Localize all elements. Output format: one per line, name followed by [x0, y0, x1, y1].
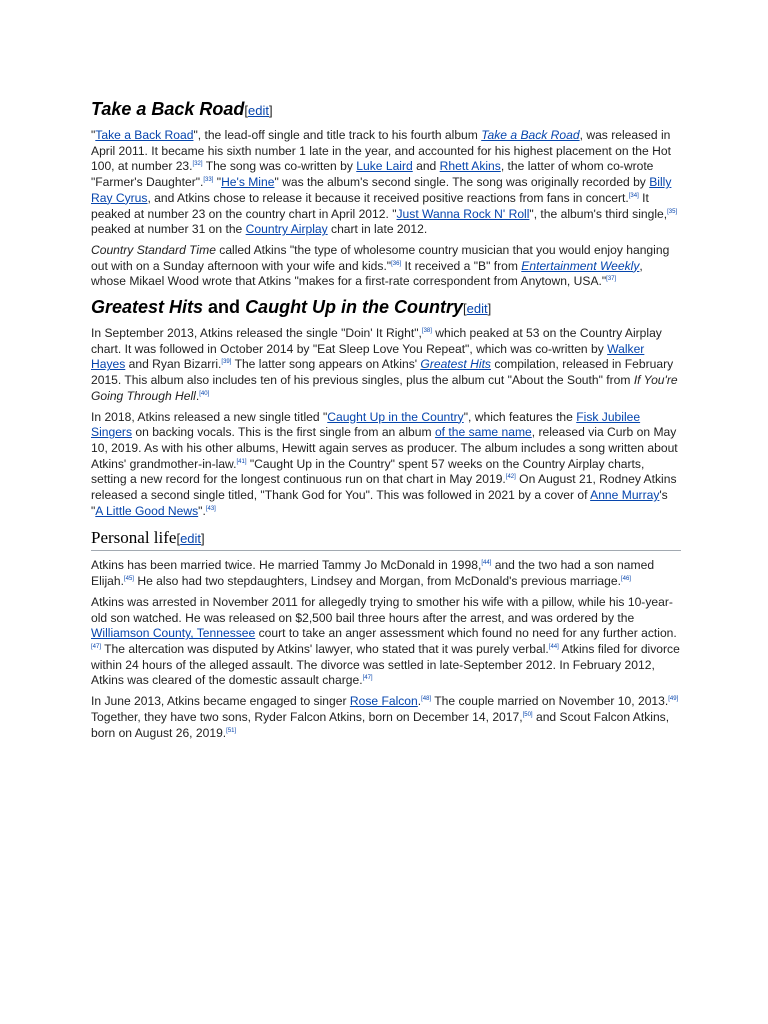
edit-section-link-wrapper: [edit] [244, 103, 273, 118]
edit-link[interactable]: edit [180, 531, 202, 547]
link-williamson-county-tennessee[interactable]: Williamson County, Tennessee [91, 626, 256, 641]
link-billy-ray-cyrus[interactable]: Billy Ray Cyrus [91, 175, 672, 205]
link-caught-up-in-the-country[interactable]: Caught Up in the Country [327, 409, 464, 424]
section-heading-take-a-back-road [91, 98, 681, 122]
link-of-the-same-name[interactable]: of the same name [434, 425, 532, 440]
citation-link[interactable]: [49] [668, 696, 679, 703]
citation-link[interactable]: [33] [203, 177, 214, 184]
citation-link[interactable]: [47] [91, 643, 102, 650]
link-rhett-akins[interactable]: Rhett Akins [439, 159, 501, 174]
link-just-wanna-rock-n-roll[interactable]: Just Wanna Rock N' Roll [396, 206, 530, 221]
section-title: Take a Back Road [91, 99, 245, 119]
link-anne-murray[interactable]: Anne Murray [590, 488, 660, 503]
italic-title: Country Standard Time [91, 242, 216, 257]
paragraph: In June 2013, Atkins became engaged to singer Rose Falcon.[48] The couple married on November 10, 2013.[49] Together, they have two sons, Ryder Falcon Atkins, born on December 14, 2017,[50] and Scout Falcon Atkins, born on August 26, 2019.[51] [91, 694, 679, 740]
link-take-a-back-road-album[interactable]: Take a Back Road [481, 128, 580, 142]
citation-link[interactable]: [50] [522, 711, 533, 718]
link-greatest-hits[interactable]: Greatest Hits [420, 357, 491, 372]
paragraph: Country Standard Time called Atkins "the type of wholesome country musician that you would enjoy hanging out with on a Sunday afternoon with your wife and kids."[36] It received a "B" from Entertainment Weekly, whose Mikael Wood wrote that Atkins "makes for a first-rate correspondent from Anytown, USA."[37] [91, 242, 670, 289]
paragraph: Atkins was arrested in November 2011 for allegedly trying to smother his wife with a pillow, while his 10-year-old son watched. He was released on $2,500 bail three hours after the arrest, and was ordered by the Williamson County, Tennessee court to take an anger assessment which found no need for any further action.[47] The altercation was disputed by Atkins' lawyer, who stated that it was purely verbal.[44] Atkins filed for divorce within 24 hours of the alleged assault. The divorce was settled in late-September 2012. In February 2012, Atkins was cleared of the domestic assault charge.[47] [91, 594, 680, 688]
citation-link[interactable]: [47] [362, 675, 373, 682]
article-content [91, 98, 681, 746]
section-heading-personal-life: Personal life[edit] [91, 527, 681, 551]
citation-link[interactable]: [37] [606, 276, 617, 283]
edit-section-link-wrapper: [edit] [463, 301, 492, 317]
edit-link[interactable]: edit [248, 103, 269, 118]
paragraph: In 2018, Atkins released a new single titled "Caught Up in the Country", which features the Fisk Jubilee Singers on backing vocals. This is the first single from an album of the same name, released via Curb on May 10, 2019. As with his other albums, Hewitt again serves as producer. The album includes a song written about Atkins' grandmother-in-law.[41] "Caught Up in the Country" spent 57 weeks on the Country Airplay charts, setting a new record for the longest continuous run on that chart in May 2019.[42] On August 21, Rodney Atkins released a second single titled, "Thank God for You". This was followed in 2021 by a cover of Anne Murray's "A Little Good News".[43] [91, 409, 678, 518]
link-rose-falcon[interactable]: Rose Falcon [349, 694, 418, 709]
citation-link[interactable]: [43] [205, 505, 216, 512]
link-take-a-back-road-song[interactable]: Take a Back Road [95, 128, 194, 142]
section-heading-greatest-hits: Greatest Hits and Caught Up in the Country[edit] [91, 297, 492, 318]
link-fisk-jubilee-singers[interactable]: Fisk Jubilee Singers [91, 409, 641, 440]
citation-link[interactable]: [42] [505, 474, 516, 481]
citation-link[interactable]: [48] [421, 696, 432, 703]
citation-link[interactable]: [51] [226, 727, 237, 734]
link-luke-laird[interactable]: Luke Laird [356, 159, 413, 174]
link-walker-hayes[interactable]: Walker Hayes [91, 341, 645, 372]
citation-link[interactable]: [38] [421, 328, 432, 335]
citation-link[interactable]: [34] [628, 192, 639, 199]
edit-section-link-wrapper: [edit] [176, 531, 205, 547]
edit-link[interactable]: edit [466, 301, 488, 317]
citation-link[interactable]: [46] [620, 576, 631, 583]
link-a-little-good-news[interactable]: A Little Good News [95, 503, 199, 518]
citation-link[interactable]: [44] [548, 643, 559, 650]
citation-link[interactable]: [36] [391, 260, 402, 267]
link-country-airplay[interactable]: Country Airplay [245, 222, 328, 237]
paragraph: In September 2013, Atkins released the single "Doin' It Right",[38] which peaked at 53 on the Country Airplay chart. It was followed in October 2014 by "Eat Sleep Love You Repeat", which was co-written by Walker Hayes and Ryan Bizarri.[39] The latter song appears on Atkins' Greatest Hits compilation, released in February 2015. This album also includes ten of his previous singles, plus the album cut "About the South" from If You're Going Through Hell.[40] [91, 326, 678, 403]
link-entertainment-weekly[interactable]: Entertainment Weekly [521, 258, 640, 273]
citation-link[interactable]: [40] [199, 390, 210, 397]
link-hes-mine[interactable]: He's Mine [221, 175, 275, 190]
citation-link[interactable]: [39] [221, 359, 232, 366]
paragraph: "Take a Back Road", the lead-off single and title track to his fourth album Take a Back Road, was released in April 2011. It became his sixth number 1 late in the year, and accounted for his highest placement on the Hot 100, at number 23.[32] The song was co-written by Luke Laird and Rhett Akins, the latter of whom co-wrote "Farmer's Daughter".[33] "He's Mine" was the album's second single. The song was originally recorded by Billy Ray Cyrus, and Atkins chose to release it because it received positive reactions from fans in concert.[34] It peaked at number 23 on the country chart in April 2012. "Just Wanna Rock N' Roll", the album's third single,[35] peaked at number 31 on the Country Airplay chart in late 2012. [91, 128, 678, 237]
paragraph: Atkins has been married twice. He married Tammy Jo McDonald in 1998,[44] and the two had a son named Elijah.[45] He also had two stepdaughters, Lindsey and Morgan, from McDonald's previous marriage.[46] [91, 558, 655, 589]
citation-link[interactable]: [32] [192, 161, 203, 168]
citation-link[interactable]: [41] [236, 458, 247, 465]
citation-link[interactable]: [45] [123, 576, 134, 583]
citation-link[interactable]: [44] [481, 560, 492, 567]
citation-link[interactable]: [35] [667, 208, 678, 215]
